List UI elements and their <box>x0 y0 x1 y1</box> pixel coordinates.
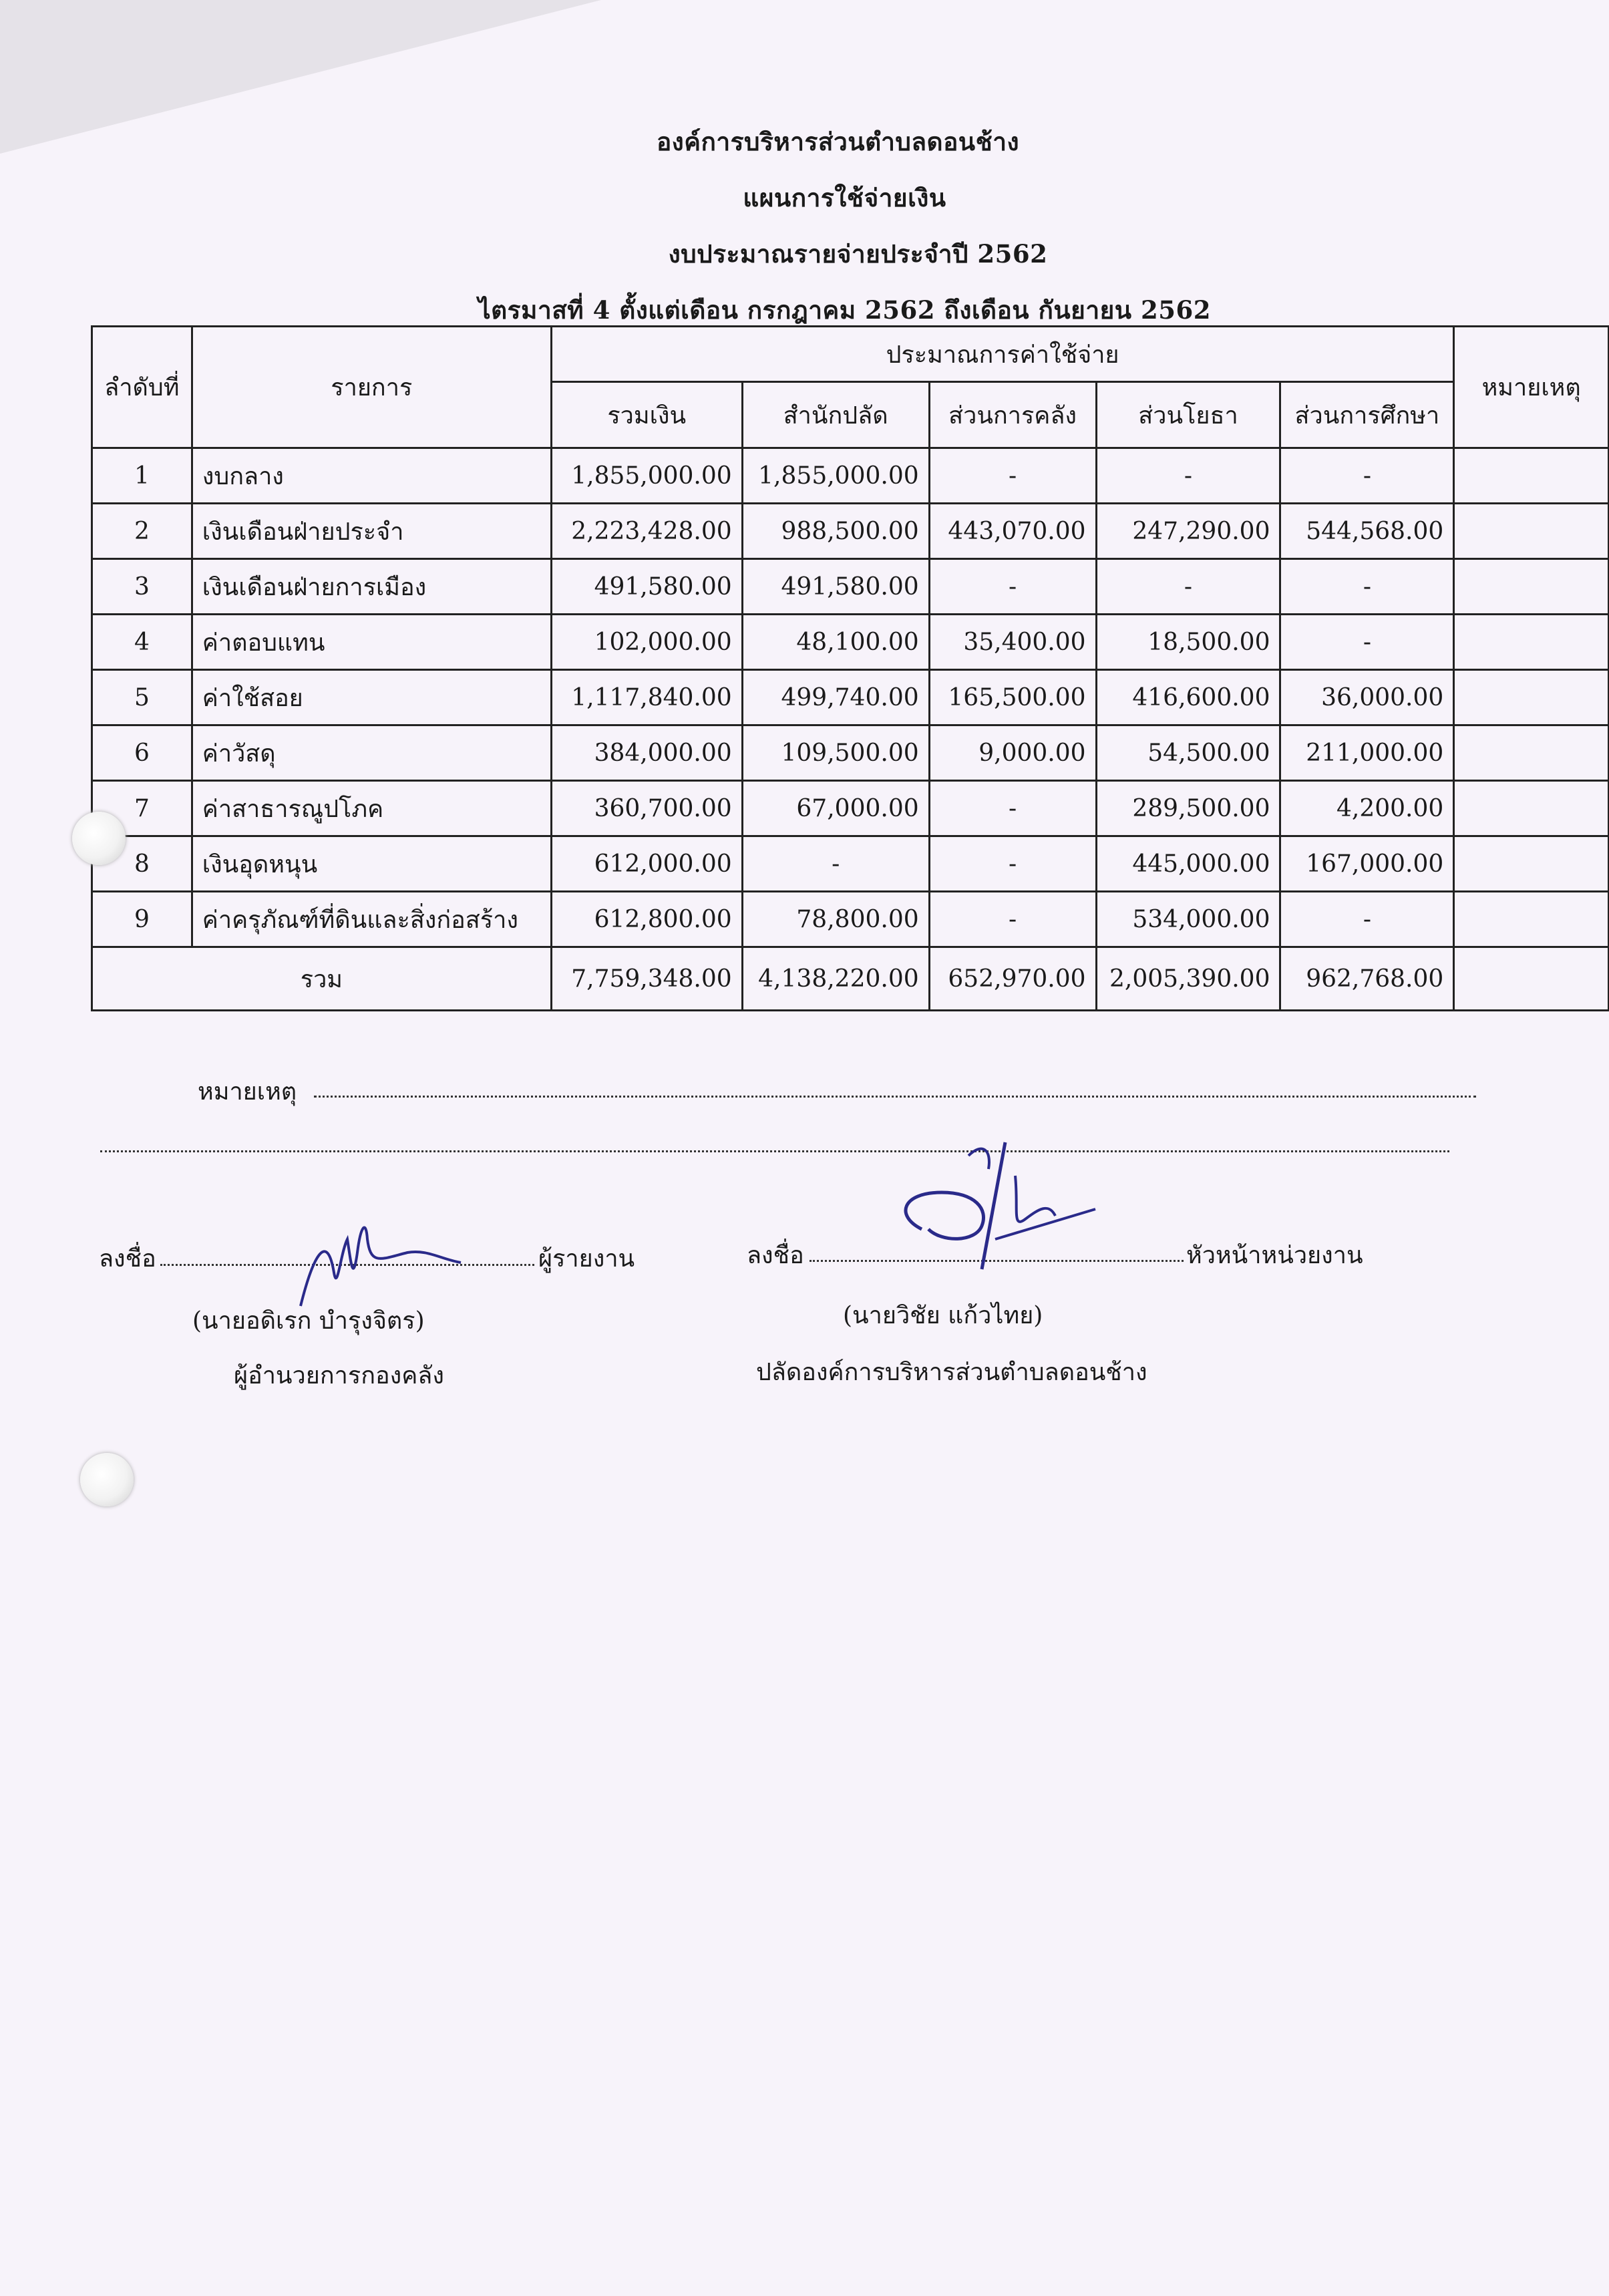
left-sign-label: ลงชื่อ <box>99 1245 156 1273</box>
col-header-office: สำนักปลัด <box>742 382 929 448</box>
cell-item: ค่าครุภัณฑ์ที่ดินและสิ่งก่อสร้าง <box>192 892 551 947</box>
total-office: 4,138,220.00 <box>742 947 929 1011</box>
cell-remark <box>1454 781 1609 836</box>
cell-office: 499,740.00 <box>742 670 929 725</box>
left-position: ผู้อำนวยการกองคลัง <box>234 1362 444 1389</box>
cell-office: 988,500.00 <box>742 504 929 559</box>
cell-no: 5 <box>92 670 192 725</box>
remark-label: หมายเหตุ <box>198 1078 297 1106</box>
col-header-education: ส่วนการศึกษา <box>1280 382 1454 448</box>
cell-office: - <box>742 836 929 892</box>
cell-education: - <box>1280 615 1454 670</box>
right-sign-label: ลงชื่อ <box>747 1242 804 1269</box>
org-title: องค์การบริหารส่วนตำบลดอนช้าง <box>656 127 1020 156</box>
cell-finance: - <box>929 559 1096 615</box>
total-education: 962,768.00 <box>1280 947 1454 1011</box>
cell-works: 289,500.00 <box>1096 781 1280 836</box>
cell-education: 544,568.00 <box>1280 504 1454 559</box>
cell-no: 9 <box>92 892 192 947</box>
cell-remark <box>1454 725 1609 781</box>
cell-finance: 35,400.00 <box>929 615 1096 670</box>
cell-remark <box>1454 947 1609 1011</box>
right-name: (นายวิชัย แก้วไทย) <box>843 1302 1043 1329</box>
cell-office: 1,855,000.00 <box>742 448 929 504</box>
cell-finance: - <box>929 448 1096 504</box>
cell-office: 48,100.00 <box>742 615 929 670</box>
cell-works: 416,600.00 <box>1096 670 1280 725</box>
right-signature-icon <box>882 1129 1102 1283</box>
cell-no: 2 <box>92 504 192 559</box>
cell-finance: - <box>929 892 1096 947</box>
cell-works: - <box>1096 559 1280 615</box>
cell-total: 1,855,000.00 <box>551 448 742 504</box>
table-row <box>92 559 1609 615</box>
cell-remark <box>1454 615 1609 670</box>
table-row <box>92 448 1609 504</box>
cell-total: 2,223,428.00 <box>551 504 742 559</box>
cell-education: 4,200.00 <box>1280 781 1454 836</box>
cell-remark <box>1454 670 1609 725</box>
table-header-row <box>92 327 1609 382</box>
col-header-group: ประมาณการค่าใช้จ่าย <box>551 327 1454 382</box>
cell-education: 167,000.00 <box>1280 836 1454 892</box>
remark-dots-1 <box>314 1096 1476 1098</box>
col-header-finance: ส่วนการคลัง <box>929 382 1096 448</box>
cell-office: 109,500.00 <box>742 725 929 781</box>
cell-total: 491,580.00 <box>551 559 742 615</box>
col-header-works: ส่วนโยธา <box>1096 382 1280 448</box>
punch-hole-top <box>72 812 126 865</box>
col-header-total: รวมเงิน <box>551 382 742 448</box>
total-sum: 7,759,348.00 <box>551 947 742 1011</box>
cell-finance: - <box>929 836 1096 892</box>
table-row <box>92 670 1609 725</box>
cell-total: 612,800.00 <box>551 892 742 947</box>
cell-item: ค่าใช้สอย <box>192 670 551 725</box>
cell-office: 491,580.00 <box>742 559 929 615</box>
total-label: รวม <box>92 947 552 1011</box>
cell-no: 8 <box>92 836 192 892</box>
cell-total: 384,000.00 <box>551 725 742 781</box>
remark-dots-2 <box>100 1150 1449 1152</box>
table-row <box>92 504 1609 559</box>
right-position: ปลัดองค์การบริหารส่วนตำบลดอนช้าง <box>756 1359 1147 1386</box>
cell-item: เงินเดือนฝ่ายการเมือง <box>192 559 551 615</box>
cell-works: 18,500.00 <box>1096 615 1280 670</box>
cell-office: 78,800.00 <box>742 892 929 947</box>
table-row <box>92 836 1609 892</box>
cell-education: - <box>1280 892 1454 947</box>
quarter-title: ไตรมาสที่ 4 ตั้งแต่เดือน กรกฎาคม 2562 ถึงเดือน กันยายน 2562 <box>478 295 1211 325</box>
table-row <box>92 892 1609 947</box>
total-finance: 652,970.00 <box>929 947 1096 1011</box>
cell-remark <box>1454 504 1609 559</box>
document-header <box>0 114 1609 338</box>
cell-education: 36,000.00 <box>1280 670 1454 725</box>
cell-total: 1,117,840.00 <box>551 670 742 725</box>
cell-education: - <box>1280 448 1454 504</box>
cell-remark <box>1454 448 1609 504</box>
cell-no: 3 <box>92 559 192 615</box>
cell-finance: 165,500.00 <box>929 670 1096 725</box>
cell-works: 445,000.00 <box>1096 836 1280 892</box>
cell-item: เงินเดือนฝ่ายประจำ <box>192 504 551 559</box>
cell-item: ค่าสาธารณูปโภค <box>192 781 551 836</box>
cell-item: ค่าตอบแทน <box>192 615 551 670</box>
cell-finance: 443,070.00 <box>929 504 1096 559</box>
cell-remark <box>1454 559 1609 615</box>
table-row <box>92 615 1609 670</box>
budget-title: งบประมาณรายจ่ายประจำปี 2562 <box>668 239 1048 269</box>
cell-works: 54,500.00 <box>1096 725 1280 781</box>
cell-education: 211,000.00 <box>1280 725 1454 781</box>
cell-item: ค่าวัสดุ <box>192 725 551 781</box>
cell-item: เงินอุดหนุน <box>192 836 551 892</box>
spending-plan-table <box>91 325 1609 1011</box>
table-row <box>92 781 1609 836</box>
table-total-row <box>92 947 1609 1011</box>
total-works: 2,005,390.00 <box>1096 947 1280 1011</box>
cell-item: งบกลาง <box>192 448 551 504</box>
cell-remark <box>1454 892 1609 947</box>
cell-office: 67,000.00 <box>742 781 929 836</box>
cell-education: - <box>1280 559 1454 615</box>
left-name: (นายอดิเรก บำรุงจิตร) <box>192 1307 425 1335</box>
cell-works: 247,290.00 <box>1096 504 1280 559</box>
punch-hole-bottom <box>80 1453 134 1506</box>
cell-remark <box>1454 836 1609 892</box>
table-row <box>92 725 1609 781</box>
cell-no: 7 <box>92 781 192 836</box>
col-header-no: ลำดับที่ <box>92 327 192 448</box>
cell-finance: 9,000.00 <box>929 725 1096 781</box>
cell-total: 102,000.00 <box>551 615 742 670</box>
cell-no: 4 <box>92 615 192 670</box>
col-header-remark: หมายเหตุ <box>1454 327 1609 448</box>
cell-no: 1 <box>92 448 192 504</box>
left-role: ผู้รายงาน <box>538 1245 635 1273</box>
cell-works: - <box>1096 448 1280 504</box>
cell-no: 6 <box>92 725 192 781</box>
cell-total: 360,700.00 <box>551 781 742 836</box>
right-role: หัวหน้าหน่วยงาน <box>1186 1242 1363 1269</box>
cell-finance: - <box>929 781 1096 836</box>
col-header-item: รายการ <box>192 327 551 448</box>
cell-total: 612,000.00 <box>551 836 742 892</box>
plan-title: แผนการใช้จ่ายเงิน <box>743 183 946 212</box>
cell-works: 534,000.00 <box>1096 892 1280 947</box>
